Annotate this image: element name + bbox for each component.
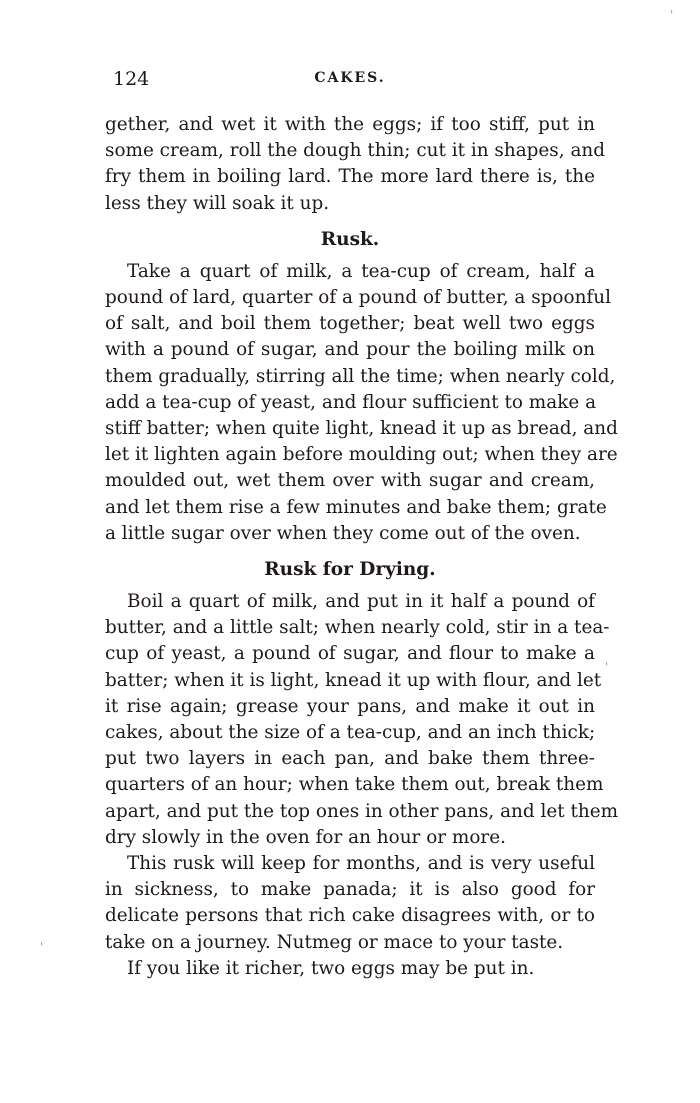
margin-speck: ' <box>605 660 609 674</box>
text-line: less they will soak it up. <box>105 192 330 214</box>
text-line: pound of lard, quarter of a pound of butter, a spoonful <box>105 287 611 309</box>
text-line: add a tea-cup of yeast, and flour sufficient to make a <box>105 391 597 413</box>
page-header <box>105 68 595 94</box>
text-line: moulded out, wet them over with sugar and cream, <box>105 470 595 492</box>
text-line: quarters of an hour; when take them out, break them <box>105 774 604 796</box>
text-line: This rusk will keep for months, and is very useful <box>127 853 595 875</box>
text-line: cakes, about the size of a tea-cup, and an inch thick; <box>105 722 596 744</box>
text-line: Boil a quart of milk, and put in it half a pound of <box>127 591 595 613</box>
text-line: of salt, and boil them together; beat well two eggs <box>105 313 595 335</box>
text-line: fry them in boiling lard. The more lard there is, the <box>105 166 595 188</box>
text-line: stiff batter; when quite light, knead it up as bread, and <box>105 418 618 440</box>
paragraph <box>105 259 618 547</box>
paragraph <box>105 112 606 217</box>
text-line: batter; when it is light, knead it up with flour, and let <box>105 669 602 691</box>
text-line: let it lighten again before moulding out; when they are <box>105 444 618 466</box>
text-line: dry slowly in the oven for an hour or more. <box>105 826 506 848</box>
recipe-section <box>105 112 606 217</box>
text-line: If you like it richer, two eggs may be put in. <box>127 957 535 979</box>
paragraph <box>105 589 619 851</box>
text-line: apart, and put the top ones in other pans, and let them <box>105 800 619 822</box>
text-line: them gradually, stirring all the time; when nearly cold, <box>105 365 616 387</box>
text-line: a little sugar over when they come out of the oven. <box>105 522 581 544</box>
margin-speck: ' <box>40 940 44 954</box>
running-head: CAKES. <box>314 70 386 86</box>
text-line: take on a journey. Nutmeg or mace to your taste. <box>105 931 564 953</box>
text-line: gether, and wet it with the eggs; if too stiff, put in <box>105 114 595 135</box>
text-line: and let them rise a few minutes and bake them; grate <box>105 496 607 518</box>
page-body <box>105 112 619 982</box>
recipe-section <box>105 227 618 547</box>
text-line: some cream, roll the dough thin; cut it in shapes, and <box>105 140 606 162</box>
text-line: Take a quart of milk, a tea-cup of cream, half a <box>127 260 595 282</box>
paragraph <box>105 851 595 956</box>
margin-speck: ' <box>670 8 674 22</box>
text-line: cup of yeast, a pound of sugar, and flour to make a <box>105 643 595 665</box>
text-line: with a pound of sugar, and pour the boiling milk on <box>105 339 595 361</box>
page-number: 124 <box>113 68 150 90</box>
text-line: in sickness, to make panada; it is also good for <box>105 879 595 901</box>
text-line: it rise again; grease your pans, and make it out in <box>105 695 595 717</box>
recipe-section <box>105 557 619 982</box>
paragraph <box>105 956 595 982</box>
recipe-heading: Rusk for Drying. <box>264 559 436 581</box>
text-line: put two layers in each pan, and bake them three- <box>105 748 595 770</box>
recipe-heading: Rusk. <box>320 228 380 250</box>
text-line: delicate persons that rich cake disagrees with, or to <box>105 905 595 927</box>
text-line: butter, and a little salt; when nearly cold, stir in a tea- <box>105 617 610 639</box>
